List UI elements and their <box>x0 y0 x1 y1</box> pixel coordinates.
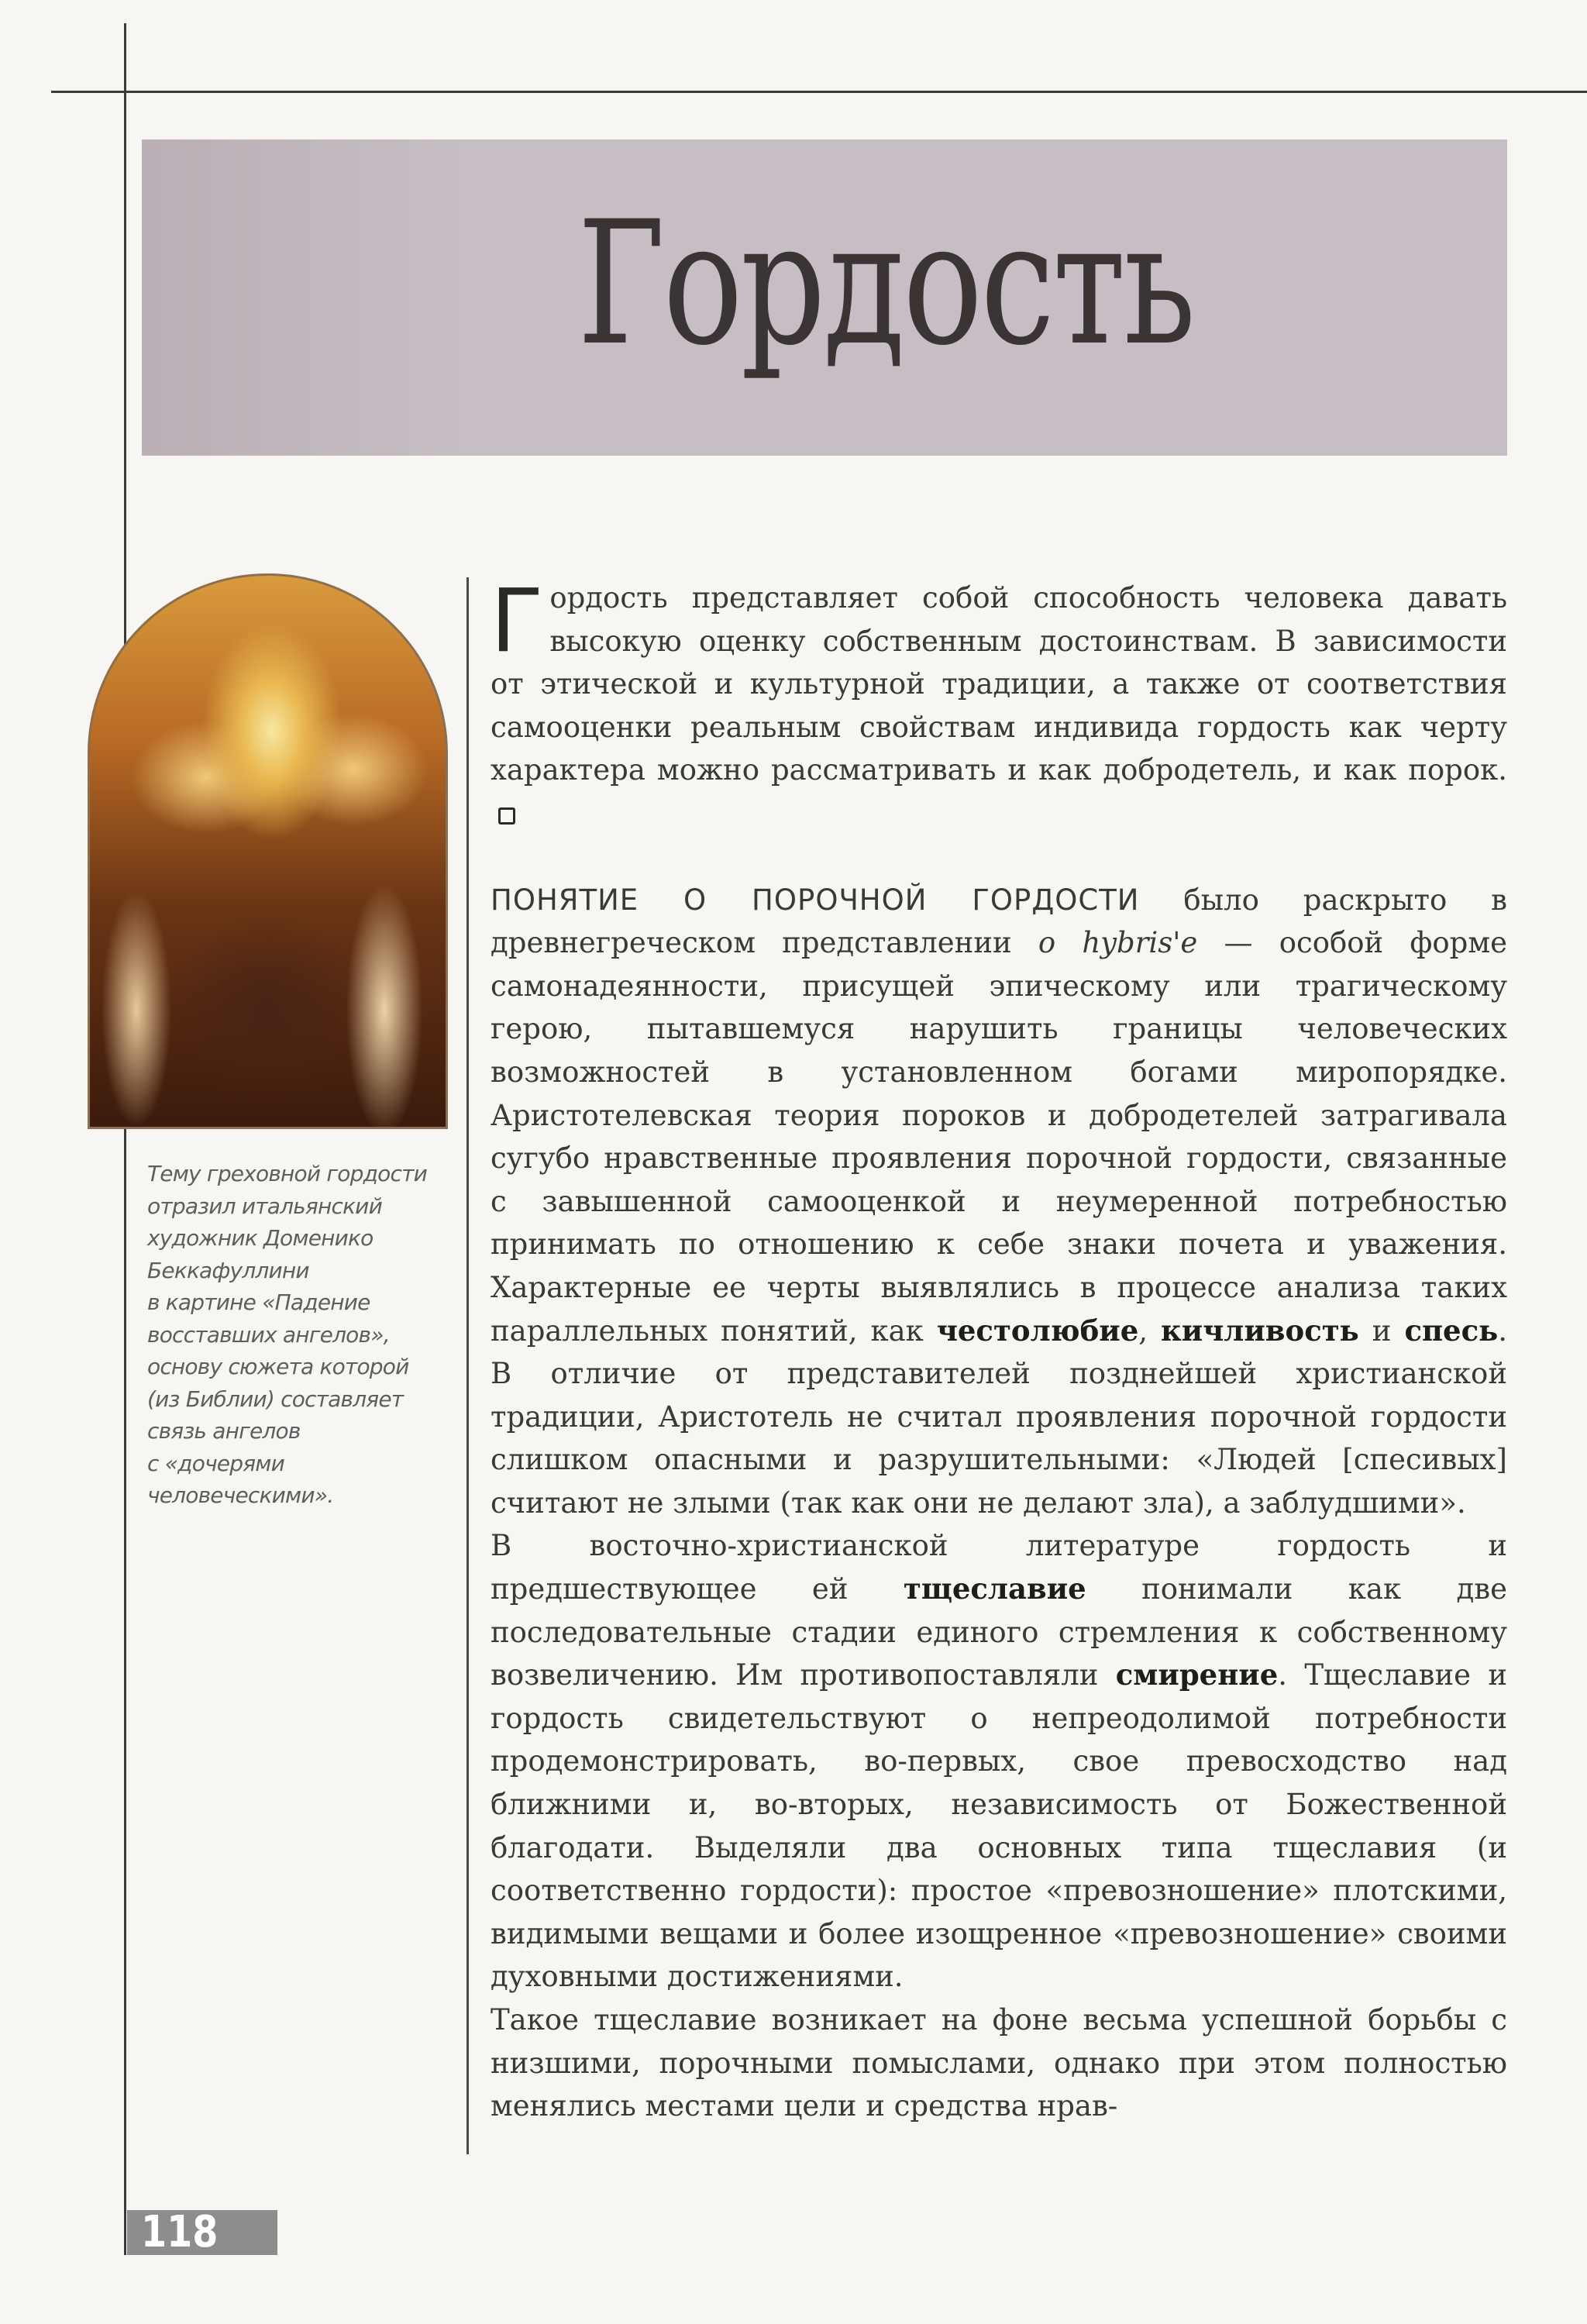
paragraph-continuation <box>491 1999 1507 2128</box>
caption-line: восставших ангелов», <box>147 1321 390 1348</box>
text-run: В восточно-христианской литературе гордость и предшествующее ей <box>491 1529 1507 1606</box>
caption-line: художник Доменико <box>147 1225 374 1251</box>
caption-line: Тему греховной гордости <box>147 1161 427 1186</box>
text-run: . Тщеславие и гордость свидетельствуют о непреодолимой потребности продемонстрировать, во-первых, свое превосходство над ближними и, во-вторых, независимость от Божественной благодати. Выделяли два основных типа тщеславия (и соответственно гордости): простое «превозношение» плотскими, видимыми вещами и более изощренное «превозношение» своими духовными достижениями. <box>491 1658 1507 1994</box>
term-bold: тщеславие <box>903 1572 1086 1606</box>
term-bold: смирение <box>1115 1658 1279 1692</box>
caption-line: человеческими». <box>147 1482 334 1508</box>
caption-line: Беккафуллини <box>147 1257 309 1283</box>
lead-paragraph <box>491 571 1507 835</box>
painting-image <box>88 573 448 1129</box>
text-run: было раскрыто в древнегреческом представлении <box>491 883 1507 960</box>
column-rule <box>466 577 469 2154</box>
drop-cap: Г <box>491 571 544 672</box>
text-run: Такое тщеславие возникает на фоне весьма успешной борьбы с низшими, порочными помыслами, однако при этом полностью менялись местами цели и средства нрав- <box>491 2003 1507 2123</box>
paragraph-hybris <box>491 879 1507 1525</box>
left-margin-rule <box>124 23 126 2255</box>
caption-line: в картине «Падение <box>147 1289 370 1315</box>
text-run: , <box>1138 1313 1162 1348</box>
caption-line: основу сюжета которой <box>147 1354 409 1379</box>
page-number-badge <box>127 2207 277 2257</box>
caption-line: отразил итальянский <box>147 1193 382 1219</box>
caption-line: с «дочерями <box>147 1450 284 1476</box>
caption-line: (из Библии) составляет <box>147 1386 404 1412</box>
section-heading: ПОНЯТИЕ О ПОРОЧНОЙ ГОРДОСТИ <box>491 883 1140 917</box>
text-run: — особой форме самонадеянности, присущей эпическому или трагическому герою, пытавшемуся нарушить границы человеческих возможностей в установленном богами миропорядке. Аристотелевская теория пороков и добродетелей затрагивала сугубо нравственные проявления порочной гордости, связанные с завышенной самооценкой и неумеренной потребностью принимать по отношению к себе знаки почета и уважения. Характерные ее черты выявлялись в процессе анализа таких параллельных понятий, как <box>491 926 1507 1348</box>
text-run: и <box>1358 1313 1405 1348</box>
painting-figure <box>88 573 448 1129</box>
caption-line: связь ангелов <box>147 1418 301 1444</box>
term-bold: спесь <box>1404 1313 1499 1348</box>
article-body <box>491 571 1507 2128</box>
figure-caption <box>147 1158 457 1512</box>
term-italic: о hybris'е <box>1038 926 1198 960</box>
top-rule <box>51 91 1587 93</box>
end-square-icon <box>498 807 515 825</box>
text-run: понимали как две последовательные стадии единого стремления к собственному возвеличению. Им противопоставляли <box>491 1572 1507 1692</box>
term-bold: кичливость <box>1161 1313 1359 1348</box>
text-run: . В отличие от представителей позднейшей христианской традиции, Аристотель не считал проявления порочной гордости слишком опасными и разрушительными: «Людей [спесивых] считают не злыми (так как они не делают зла), а заблудшими». <box>491 1313 1507 1520</box>
lead-text: ордость представляет собой способность человека давать высокую оценку собственным достоинствам. В зависимости от этической и культурной традиции, а также от соответствия самооценки реальным свойствам индивида гордость как черту характера можно рассматривать и как добродетель, и как порок. <box>491 581 1507 787</box>
page-title: Гордость <box>577 184 1194 383</box>
paragraph-vanity <box>491 1524 1507 1999</box>
page-number: 118 <box>141 2207 219 2257</box>
term-bold: честолюбие <box>936 1313 1139 1348</box>
